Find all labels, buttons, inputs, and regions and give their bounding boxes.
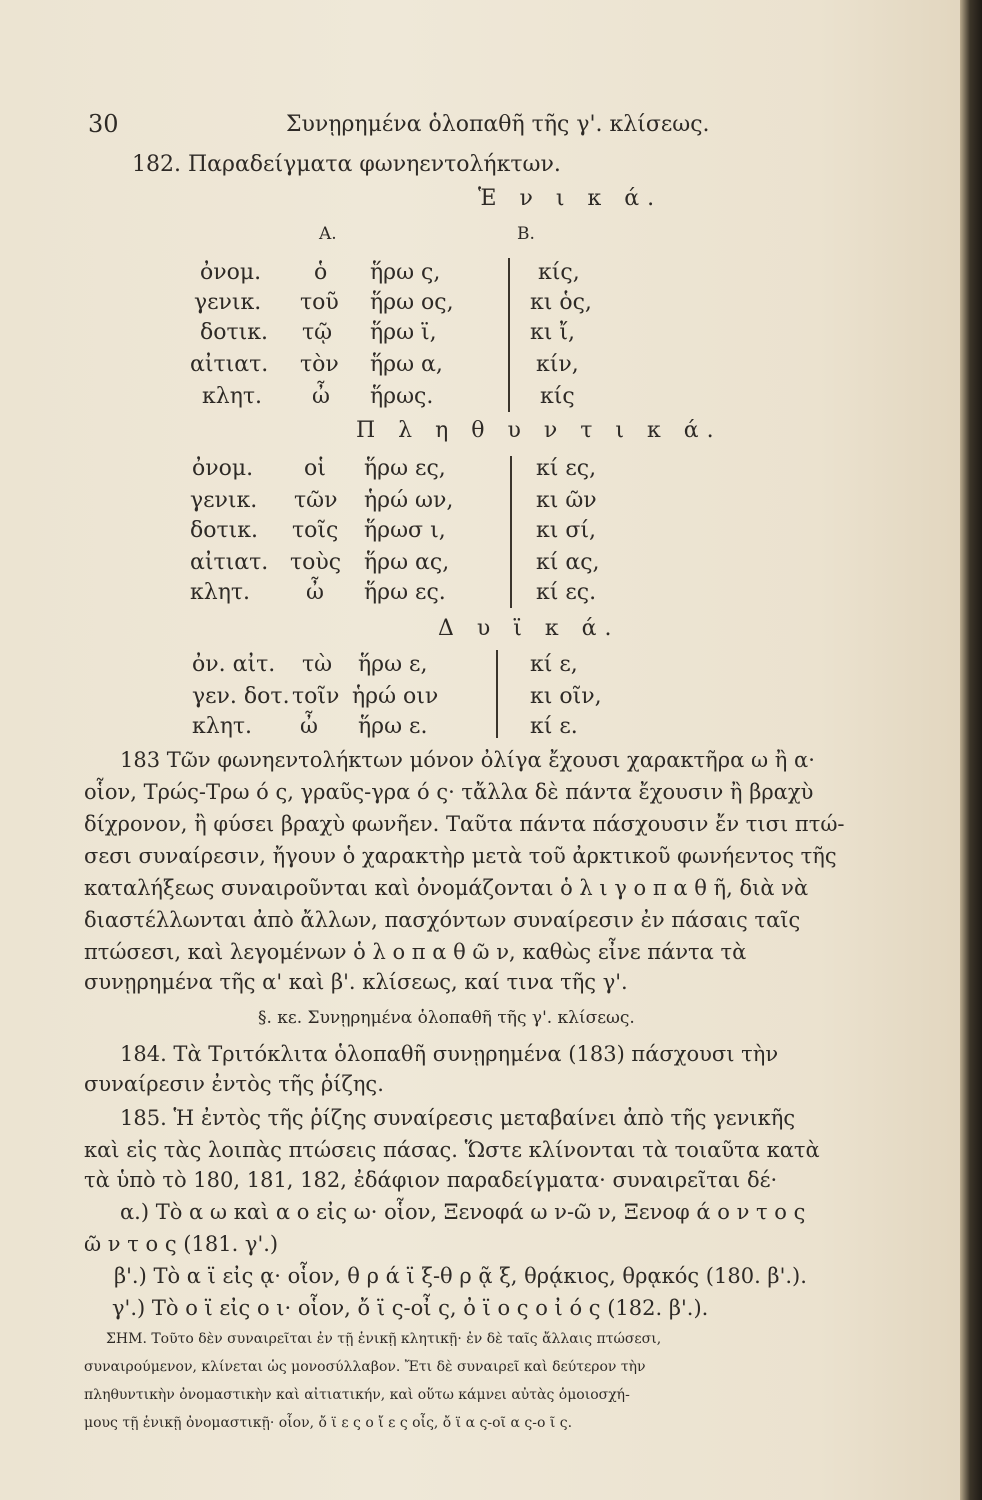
column-a-label: Α. <box>319 224 337 244</box>
article: τῷ <box>302 320 333 345</box>
ending-form: κί ας, <box>536 550 600 575</box>
word-form: ἥρως. <box>370 384 434 409</box>
case-label: δοτικ. <box>190 518 259 543</box>
word-form: ἡρώ ων, <box>364 488 454 513</box>
case-label: κλητ. <box>192 714 253 739</box>
word-form: ἥρω ες. <box>364 580 446 605</box>
text-line: τὰ ὑπὸ τὸ 180, 181, 182, ἐδάφιον παραδείγματα· συναιρεῖται δέ· <box>84 1168 778 1192</box>
text-line: καὶ εἰς τὰς λοιπὰς πτώσεις πάσας. Ὥστε κλίνονται τὰ τοιαῦτα κατὰ <box>84 1138 820 1162</box>
text-line: συνῃρημένα τῆς α' καὶ β'. κλίσεως, καί τινα τῆς γ'. <box>84 970 628 994</box>
text-line: δίχρονον, ἢ φύσει βραχὺ φωνῆεν. Ταῦτα πάντα πάσχουσιν ἔν τισι πτώ- <box>84 812 845 836</box>
article: τοῦ <box>300 290 339 315</box>
ending-form: κί ες, <box>536 456 597 481</box>
article: ὦ <box>306 580 324 605</box>
page-number: 30 <box>88 110 119 138</box>
ending-form: κι ὁς, <box>530 290 592 315</box>
text-line: σεσι συναίρεσιν, ἤγουν ὁ χαρακτὴρ μετὰ τοῦ ἀρκτικοῦ φωνήεντος τῆς <box>84 844 837 868</box>
ending-form: κίς, <box>538 260 580 285</box>
dual-divider <box>496 650 498 738</box>
text-line: πτώσεσι, καὶ λεγομένων ὁ λ ο π α θ ῶ ν, καθὼς εἶνε πάντα τὰ <box>84 940 747 964</box>
ending-form: κι σί, <box>536 518 597 543</box>
article: τὸν <box>300 352 339 377</box>
word-form: ἥρω α, <box>370 352 443 377</box>
dual-heading: Δ υ ϊ κ ά. <box>438 616 620 641</box>
case-label: ὀνομ. <box>192 456 254 481</box>
running-title: Συνῃρημένα ὁλοπαθῆ τῆς γ'. κλίσεως. <box>286 112 710 137</box>
article: τοῖς <box>292 518 339 543</box>
article: ὁ <box>314 260 328 285</box>
text-line: συναίρεσιν ἐντὸς τῆς ῥίζης. <box>84 1072 384 1096</box>
note-line: συναιρούμενον, κλίνεται ὡς μονοσύλλαβον. Ἔτι δὲ συναιρεῖ καὶ δεύτερον τὴν <box>84 1359 646 1375</box>
article: τοὺς <box>290 550 342 575</box>
article: ὦ <box>300 714 318 739</box>
article: οἱ <box>304 456 326 481</box>
case-label: ὀνομ. <box>200 260 262 285</box>
ending-form: κι οῖν, <box>530 684 602 709</box>
ending-form: κίς <box>540 384 575 409</box>
case-label: αἰτιατ. <box>190 550 269 575</box>
text-line: β'.) Τὸ α ϊ εἰς ᾳ· οἷον, θ ρ ά ϊ ξ-θ ρ ᾷ ξ, θρᾴκιος, θρᾳκός (180. β'.). <box>114 1264 807 1288</box>
word-form: ἥρω ϊ, <box>370 320 437 345</box>
singular-heading: Ἑ ν ι κ ά. <box>478 186 663 211</box>
plural-divider <box>510 456 512 608</box>
article: τοῖν <box>292 684 340 709</box>
word-form: ἥρωσ ι, <box>364 518 446 543</box>
text-line: 184. Τὰ Τριτόκλιτα ὁλοπαθῆ συνῃρημένα (183) πάσχουσι τὴν <box>120 1042 779 1066</box>
case-label: γενικ. <box>194 290 262 315</box>
note-line: μους τῇ ἑνικῇ ὀνομαστικῇ· οἷον, ὄ ϊ ε ς ο ἴ ε ς οἶς, ὄ ϊ α ς-οῖ α ς-ο ῖ ς. <box>84 1415 573 1431</box>
text-line: 185. Ἡ ἐντὸς τῆς ῥίζης συναίρεσις μεταβαίνει ἀπὸ τῆς γενικῆς <box>120 1106 796 1130</box>
note-line: πληθυντικὴν ὀνομαστικὴν καὶ αἰτιατικήν, καὶ οὕτω κάμνει αὐτὰς ὁμοιοσχή- <box>84 1387 630 1403</box>
case-label: κλητ. <box>202 384 263 409</box>
case-label: ὀν. αἰτ. <box>192 652 276 677</box>
article: ὦ <box>312 384 330 409</box>
word-form: ἥρω ες, <box>364 456 446 481</box>
text-line: γ'.) Τὸ ο ϊ εἰς ο ι· οἷον, ὄ ϊ ς-οἶ ς, ὀ ϊ ο ς ο ἰ ό ς (182. β'.). <box>112 1296 709 1320</box>
singular-divider <box>508 258 510 412</box>
book-spine-edge <box>960 0 982 1500</box>
column-b-label: Β. <box>517 224 535 244</box>
article: τὼ <box>302 652 333 677</box>
ending-form: κί ε. <box>530 714 578 739</box>
case-label: κλητ. <box>190 580 251 605</box>
ending-form: κί ες. <box>536 580 597 605</box>
ending-form: κί ε, <box>530 652 578 677</box>
word-form: ἥρω ας, <box>364 550 450 575</box>
case-label: αἰτιατ. <box>190 352 269 377</box>
ending-form: κίν, <box>536 352 579 377</box>
word-form: ἥρω ε, <box>358 652 428 677</box>
word-form: ἡρώ οιν <box>352 684 439 709</box>
section-subheading: §. κε. Συνῃρημένα ὁλοπαθῆ τῆς γ'. κλίσεως. <box>258 1008 635 1028</box>
word-form: ἥρω ος, <box>370 290 454 315</box>
article: τῶν <box>294 488 338 513</box>
word-form: ἥρω ε. <box>358 714 428 739</box>
text-line: καταλήξεως συναιροῦνται καὶ ὀνομάζονται ὁ λ ι γ ο π α θ ῆ, διὰ νὰ <box>84 876 809 900</box>
text-line: οἷον, Τρώς-Τρω ό ς, γραῦς-γρα ό ς· τἄλλα δὲ πάντα ἔχουσιν ἢ βραχὺ <box>84 780 814 804</box>
case-label: γενικ. <box>190 488 258 513</box>
text-line: ῶ ν τ ο ς (181. γ'.) <box>84 1232 279 1256</box>
case-label: δοτικ. <box>200 320 269 345</box>
case-label: γεν. δοτ. <box>192 684 290 709</box>
plural-heading: Π λ η θ υ ν τ ι κ ά. <box>356 418 722 443</box>
text-line: α.) Τὸ α ω καὶ α ο εἰς ω· οἷον, Ξενοφά ω ν-ῶ ν, Ξενοφ ά ο ν τ ο ς <box>120 1200 806 1224</box>
text-line: 183 Τῶν φωνηεντολήκτων μόνον ὀλίγα ἔχουσι χαρακτῆρα ω ἢ α· <box>120 748 815 772</box>
ending-form: κι ἴ, <box>530 320 575 345</box>
note-line: ΣΗΜ. Τοῦτο δὲν συναιρεῖται ἐν τῇ ἑνικῇ κλητικῇ· ἐν δὲ ταῖς ἄλλαις πτώσεσι, <box>106 1331 662 1347</box>
word-form: ἥρω ς, <box>370 260 441 285</box>
section-182-title: 182. Παραδείγματα φωνηεντολήκτων. <box>132 152 561 177</box>
ending-form: κι ῶν <box>536 488 597 513</box>
text-line: διαστέλλωνται ἀπὸ ἄλλων, πασχόντων συναίρεσιν ἐν πάσαις ταῖς <box>84 908 801 932</box>
